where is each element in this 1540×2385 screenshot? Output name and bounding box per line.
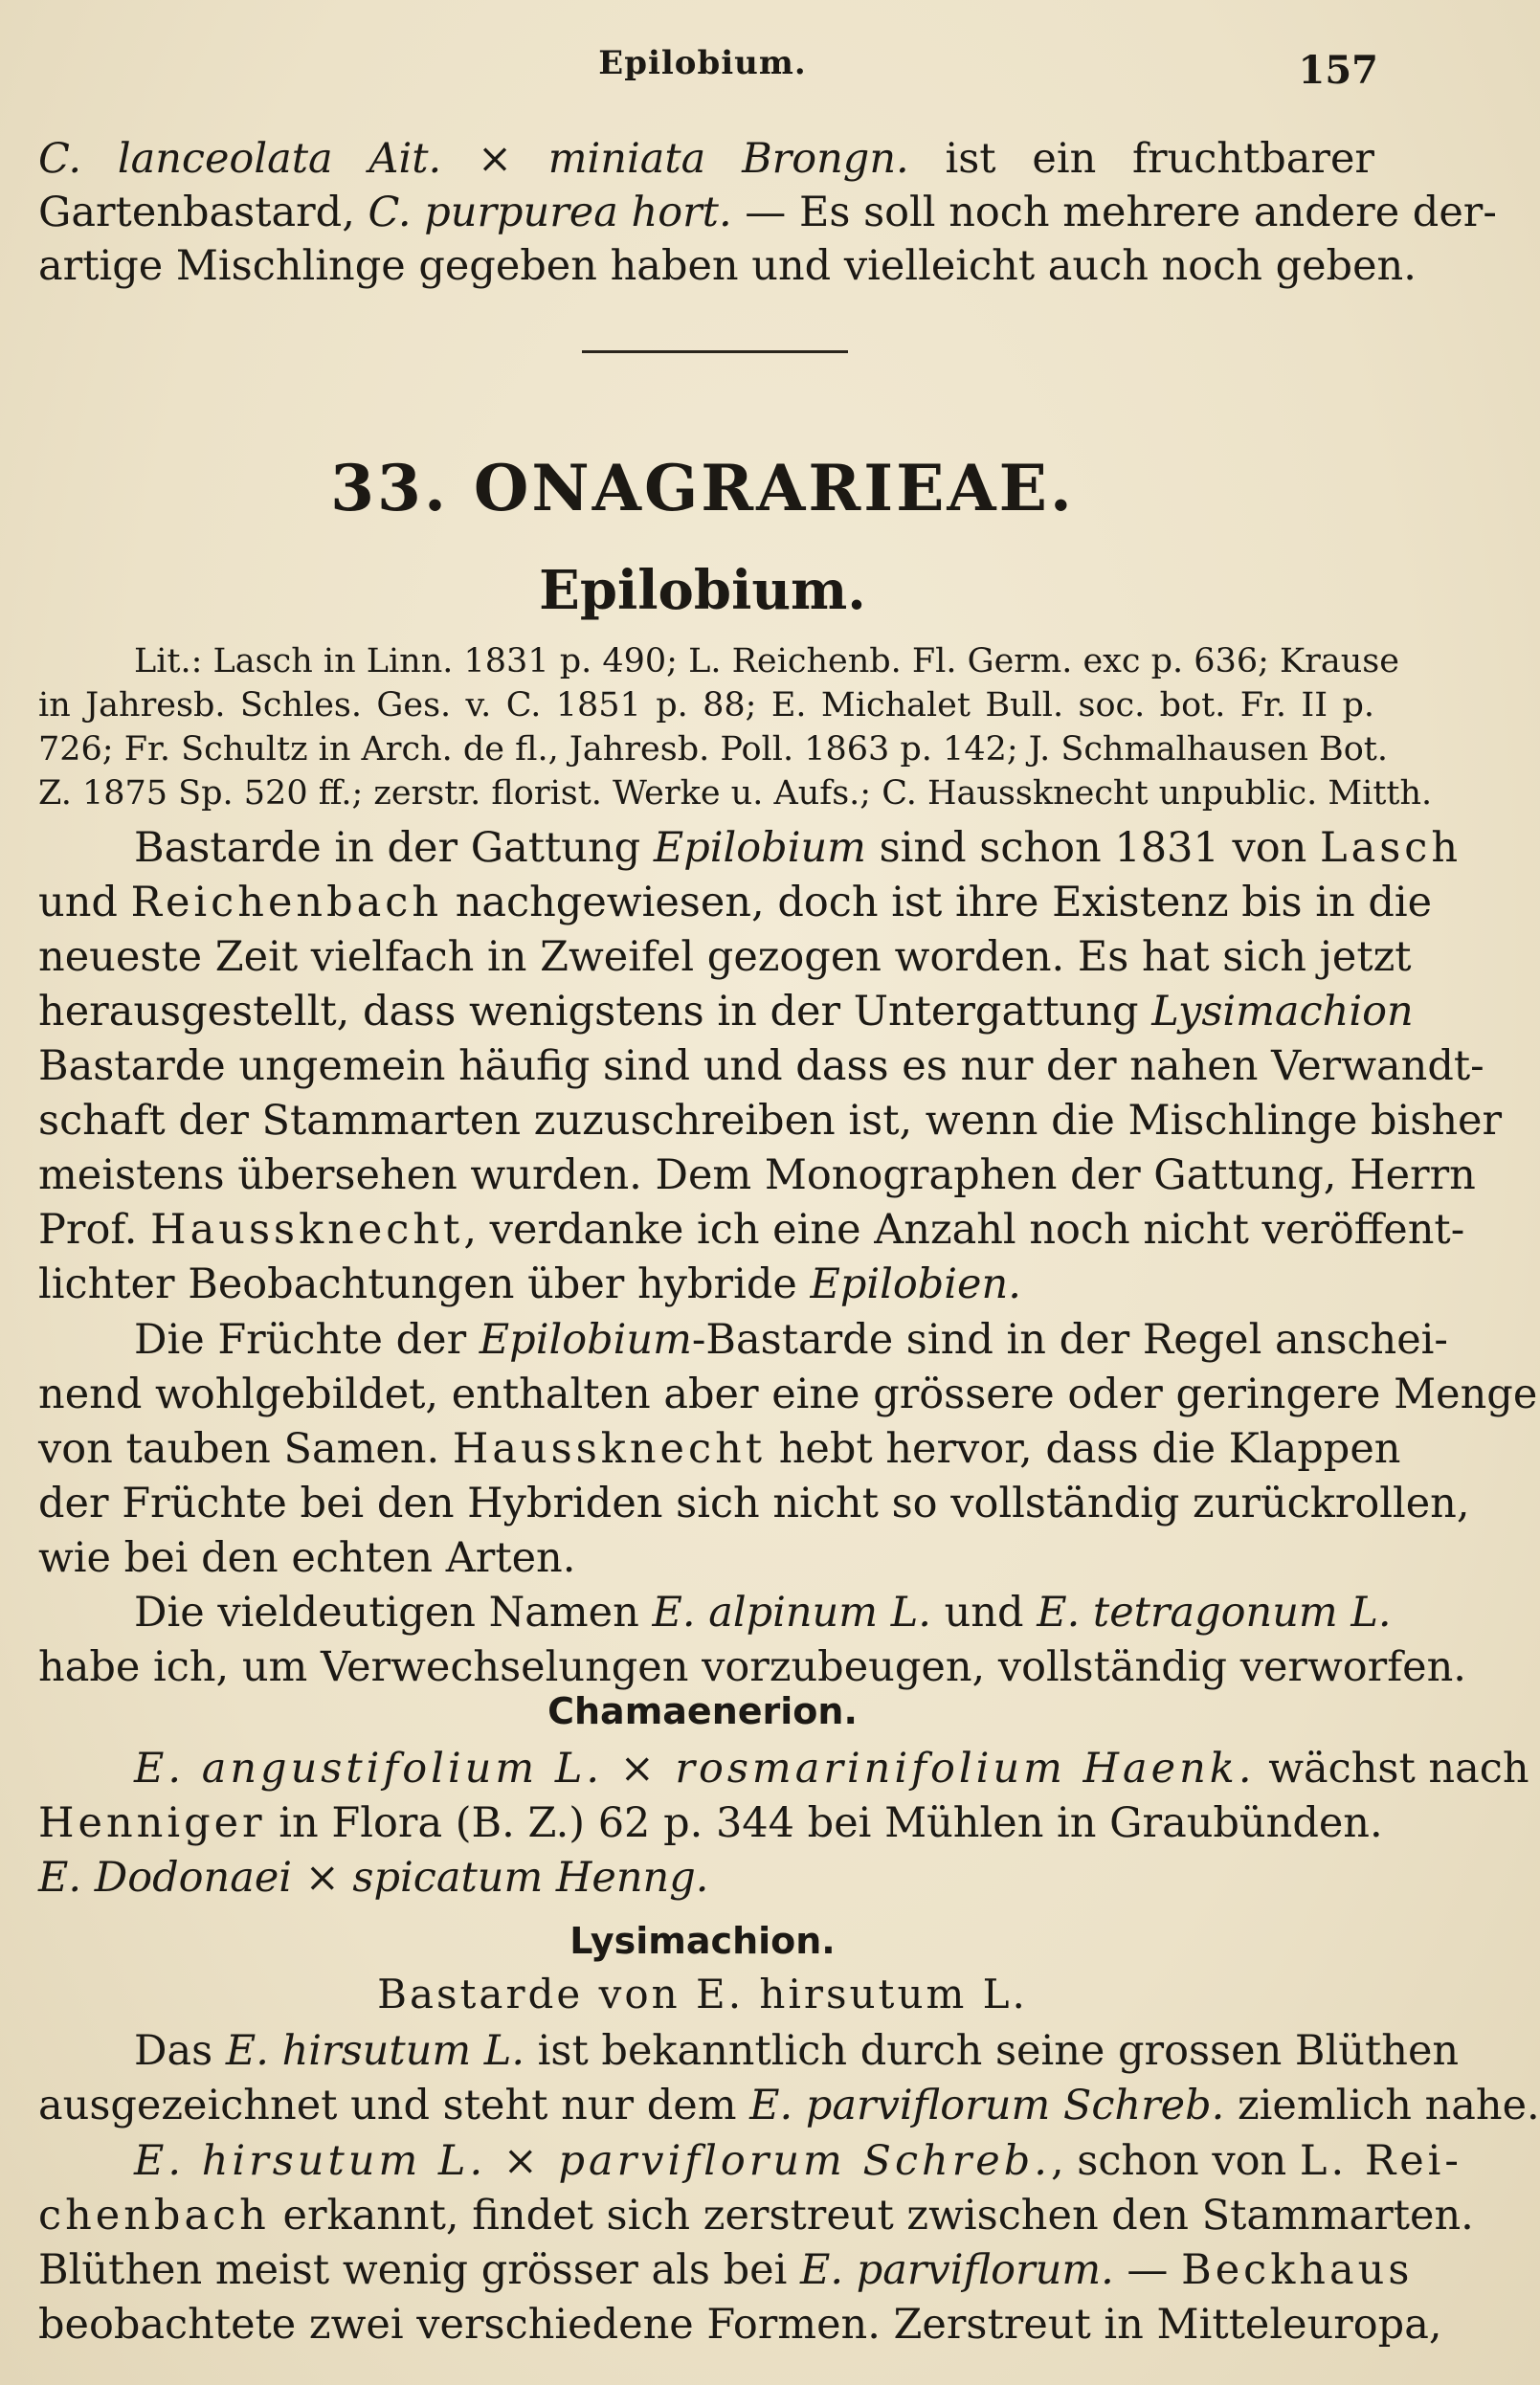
literature-line: in Jahresb. Schles. Ges. v. C. 1851 p. 88; E. Michalet Bull. soc. bot. Fr. II p. [38,686,1374,724]
text-line: neueste Zeit vielfach in Zweifel gezogen worden. Es hat sich jetzt [38,933,1412,981]
family-heading: 33. ONAGRARIEAE. [330,451,1075,525]
text-line: Henniger in Flora (B. Z.) 62 p. 344 bei Mühlen in Graubünden. [38,1799,1383,1847]
text-line: E. angustifolium L. × rosmarinifolium Haenk. wächst nach [134,1745,1529,1793]
text-line: E. Dodonaei × spicatum Henng. [38,1854,709,1902]
text-line: Die Früchte der Epilobium-Bastarde sind in der Regel anschei- [134,1316,1448,1364]
literature-line: Lit.: Lasch in Linn. 1831 p. 490; L. Reichenb. Fl. Germ. exc p. 636; Krause [134,642,1399,680]
running-header [0,36,1405,94]
text-line: habe ich, um Verwechselungen vorzubeugen, vollständig verworfen. [38,1643,1466,1691]
text-line: Blüthen meist wenig grösser als bei E. parviflorum. — Beckhaus [38,2246,1414,2294]
text-line: Bastarde ungemein häufig sind und dass es nur der nahen Verwandt- [38,1042,1484,1090]
text-line: Die vieldeutigen Namen E. alpinum L. und E. tetragonum L. [134,1589,1392,1637]
subgenus-heading-lysimachion: Lysimachion. [569,1920,836,1962]
text-line: von tauben Samen. Haussknecht hebt hervor, dass die Klappen [38,1425,1401,1473]
page-number: 157 [1298,48,1378,93]
text-line: herausgestellt, dass wenigstens in der Untergattung Lysimachion [38,988,1414,1036]
literature-line: Z. 1875 Sp. 520 ff.; zerstr. florist. Werke u. Aufs.; C. Haussknecht unpublic. Mitth. [38,774,1433,813]
running-title: Epilobium. [598,44,807,82]
text-line: lichter Beobachtungen über hybride Epilobien. [38,1260,1021,1308]
text-line: chenbach erkannt, findet sich zerstreut zwischen den Stammarten. [38,2192,1474,2240]
text-line: meistens übersehen wurden. Dem Monographen der Gattung, Herrn [38,1151,1476,1199]
text-line: der Früchte bei den Hybriden sich nicht so vollständig zurückrollen, [38,1480,1470,1527]
text-line: wie bei den echten Arten. [38,1534,576,1582]
genus-heading: Epilobium. [539,559,866,622]
literature-line: 726; Fr. Schultz in Arch. de fl., Jahresb. Poll. 1863 p. 142; J. Schmalhausen Bot. [38,730,1388,769]
text-line: und Reichenbach nachgewiesen, doch ist ihre Existenz bis in die [38,879,1433,926]
subgenus-heading-chamaenerion: Chamaenerion. [547,1690,858,1732]
text-line: Bastarde in der Gattung Epilobium sind schon 1831 von Lasch [134,824,1462,872]
text-line: Prof. Haussknecht, verdanke ich eine Anzahl noch nicht veröffent- [38,1206,1465,1254]
text-line: E. hirsutum L. × parviflorum Schreb., schon von L. Rei- [134,2137,1462,2185]
text-line: Das E. hirsutum L. ist bekanntlich durch seine grossen Blüthen [134,2027,1460,2075]
text-line: C. lanceolata Ait. × miniata Brongn. ist ein fruchtbarer [38,135,1374,183]
text-line: beobachtete zwei verschiedene Formen. Zerstreut in Mitteleuropa, [38,2301,1442,2349]
section-subheading: Bastarde von E. hirsutum L. [377,1971,1028,2017]
section-divider [582,350,848,353]
text-line: Gartenbastard, C. purpurea hort. — Es soll noch mehrere andere der- [38,189,1497,236]
text-line: nend wohlgebildet, enthalten aber eine grössere oder geringere Menge [38,1371,1538,1418]
text-line: artige Mischlinge gegeben haben und vielleicht auch noch geben. [38,242,1417,290]
text-line: ausgezeichnet und steht nur dem E. parviflorum Schreb. ziemlich nahe. [38,2082,1540,2129]
text-line: schaft der Stammarten zuzuschreiben ist, wenn die Mischlinge bisher [38,1097,1503,1145]
